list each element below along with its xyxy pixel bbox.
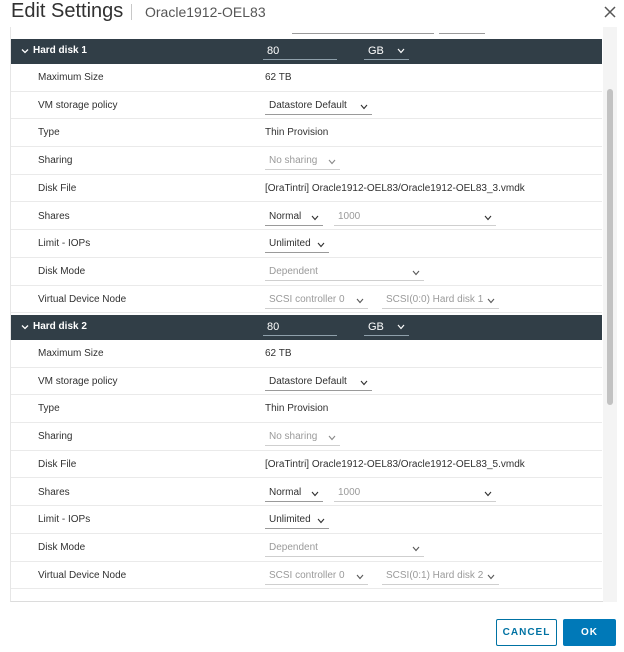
virtual-device-node-label: Virtual Device Node xyxy=(38,293,127,305)
chevron-down-icon[interactable] xyxy=(20,322,30,332)
storage-policy-select[interactable] xyxy=(265,372,372,391)
device-node-value: SCSI(0:0) Hard disk 1 xyxy=(386,293,484,305)
maximum-size-value: 62 TB xyxy=(265,348,292,359)
device-node-select[interactable] xyxy=(382,566,499,585)
disk-unit-select[interactable] xyxy=(364,42,409,60)
previous-field[interactable] xyxy=(292,27,434,34)
limit-iops-value: Unlimited xyxy=(269,514,311,526)
chevron-down-icon xyxy=(397,48,405,54)
disk-mode-value: Dependent xyxy=(269,541,318,553)
maximum-size-label: Maximum Size xyxy=(38,72,104,83)
storage-policy-label: VM storage policy xyxy=(38,99,118,111)
disk-unit-value: GB xyxy=(368,45,384,57)
maximum-size-row xyxy=(11,64,602,92)
close-icon xyxy=(600,2,620,22)
virtual-device-node-label: Virtual Device Node xyxy=(38,569,127,581)
hard-disk-name: Hard disk 1 xyxy=(33,45,87,56)
vm-name: Oracle1912-OEL83 xyxy=(145,4,266,20)
maximum-size-value: 62 TB xyxy=(265,72,292,83)
disk-file-path: [OraTintri] Oracle1912-OEL83/Oracle1912-OEL83_3.vmdk xyxy=(265,182,525,194)
sharing-value: No sharing xyxy=(269,431,318,443)
controller-select[interactable] xyxy=(265,290,368,309)
disk-mode-value: Dependent xyxy=(269,265,318,277)
sharing-select[interactable] xyxy=(265,151,340,170)
storage-policy-value: Datastore Default xyxy=(269,99,347,111)
disk-file-row xyxy=(11,175,602,203)
ok-button[interactable]: OK xyxy=(563,619,616,646)
type-row xyxy=(11,119,602,147)
disk-mode-select[interactable] xyxy=(265,538,424,557)
sharing-value: No sharing xyxy=(269,155,318,167)
disk-unit-value: GB xyxy=(368,321,384,333)
title-divider xyxy=(131,4,132,20)
dialog-title: Edit Settings xyxy=(11,0,124,22)
chevron-down-icon xyxy=(397,324,405,330)
virtual-device-node-row xyxy=(11,562,602,590)
shares-amount-field[interactable] xyxy=(334,207,496,226)
shares-row xyxy=(11,203,602,231)
device-node-select[interactable] xyxy=(382,290,499,309)
shares-label: Shares xyxy=(38,486,70,498)
disk-mode-row xyxy=(11,534,602,562)
chevron-down-icon[interactable] xyxy=(20,46,30,56)
hard-disk-header[interactable] xyxy=(11,39,602,64)
settings-scroll-area[interactable] xyxy=(10,27,603,602)
dialog-header xyxy=(0,0,624,26)
maximum-size-row xyxy=(11,340,602,368)
sharing-row xyxy=(11,423,602,451)
controller-value: SCSI controller 0 xyxy=(269,293,345,305)
chevron-down-icon xyxy=(328,435,336,441)
chevron-down-icon xyxy=(484,215,492,221)
chevron-down-icon xyxy=(412,546,420,552)
storage-policy-label: VM storage policy xyxy=(38,375,118,387)
storage-policy-value: Datastore Default xyxy=(269,375,347,387)
disk-file-row xyxy=(11,451,602,479)
chevron-down-icon xyxy=(487,574,495,580)
close-button[interactable] xyxy=(600,2,620,22)
limit-iops-label: Limit - IOPs xyxy=(38,514,91,526)
dialog-footer xyxy=(0,604,624,652)
virtual-device-node-row xyxy=(11,286,602,314)
type-label: Type xyxy=(38,127,60,139)
sharing-label: Sharing xyxy=(38,431,73,443)
previous-setting-row xyxy=(11,27,602,39)
previous-field[interactable] xyxy=(439,27,485,34)
type-row xyxy=(11,395,602,423)
disk-file-label: Disk File xyxy=(38,458,77,470)
vertical-scrollbar[interactable] xyxy=(603,27,617,602)
shares-value: Normal xyxy=(269,210,302,222)
disk-size-input[interactable]: 80 xyxy=(263,318,337,336)
storage-policy-row xyxy=(11,368,602,396)
disk-unit-select[interactable] xyxy=(364,318,409,336)
chevron-down-icon xyxy=(484,491,492,497)
chevron-down-icon xyxy=(412,270,420,276)
chevron-down-icon xyxy=(328,159,336,165)
chevron-down-icon xyxy=(360,104,368,110)
type-value: Thin Provision xyxy=(265,403,329,415)
shares-value: Normal xyxy=(269,486,302,498)
hard-disk-header[interactable] xyxy=(11,315,602,340)
shares-amount: 1000 xyxy=(338,486,361,498)
shares-select[interactable] xyxy=(265,483,323,502)
controller-select[interactable] xyxy=(265,566,368,585)
hard-disk-name: Hard disk 2 xyxy=(33,321,87,332)
chevron-down-icon xyxy=(360,380,368,386)
chevron-down-icon xyxy=(317,518,325,524)
type-value: Thin Provision xyxy=(265,127,329,139)
limit-iops-select[interactable] xyxy=(265,234,329,253)
sharing-label: Sharing xyxy=(38,155,73,167)
limit-iops-row xyxy=(11,230,602,258)
shares-select[interactable] xyxy=(265,207,323,226)
storage-policy-select[interactable] xyxy=(265,96,372,115)
shares-amount: 1000 xyxy=(338,210,361,222)
limit-iops-value: Unlimited xyxy=(269,238,311,250)
hard-disk-section xyxy=(11,39,602,313)
disk-mode-select[interactable] xyxy=(265,262,424,281)
shares-row xyxy=(11,479,602,507)
shares-amount-field[interactable] xyxy=(334,483,496,502)
sharing-row xyxy=(11,147,602,175)
type-label: Type xyxy=(38,403,60,415)
chevron-down-icon xyxy=(317,242,325,248)
sharing-select[interactable] xyxy=(265,427,340,446)
limit-iops-label: Limit - IOPs xyxy=(38,238,91,250)
scrollbar-thumb[interactable] xyxy=(607,89,613,405)
storage-policy-row xyxy=(11,92,602,120)
disk-file-label: Disk File xyxy=(38,182,77,194)
disk-mode-row xyxy=(11,258,602,286)
chevron-down-icon xyxy=(356,574,364,580)
hard-disk-section xyxy=(11,315,602,589)
disk-mode-label: Disk Mode xyxy=(38,265,86,277)
shares-label: Shares xyxy=(38,210,70,222)
disk-size-input[interactable]: 80 xyxy=(263,42,337,60)
disk-file-path: [OraTintri] Oracle1912-OEL83/Oracle1912-OEL83_5.vmdk xyxy=(265,458,525,470)
chevron-down-icon xyxy=(356,298,364,304)
chevron-down-icon xyxy=(311,491,319,497)
cancel-button[interactable]: CANCEL xyxy=(496,619,557,646)
device-node-value: SCSI(0:1) Hard disk 2 xyxy=(386,569,484,581)
disk-mode-label: Disk Mode xyxy=(38,541,86,553)
maximum-size-label: Maximum Size xyxy=(38,348,104,359)
limit-iops-select[interactable] xyxy=(265,510,329,529)
chevron-down-icon xyxy=(487,298,495,304)
limit-iops-row xyxy=(11,506,602,534)
chevron-down-icon xyxy=(311,215,319,221)
controller-value: SCSI controller 0 xyxy=(269,569,345,581)
